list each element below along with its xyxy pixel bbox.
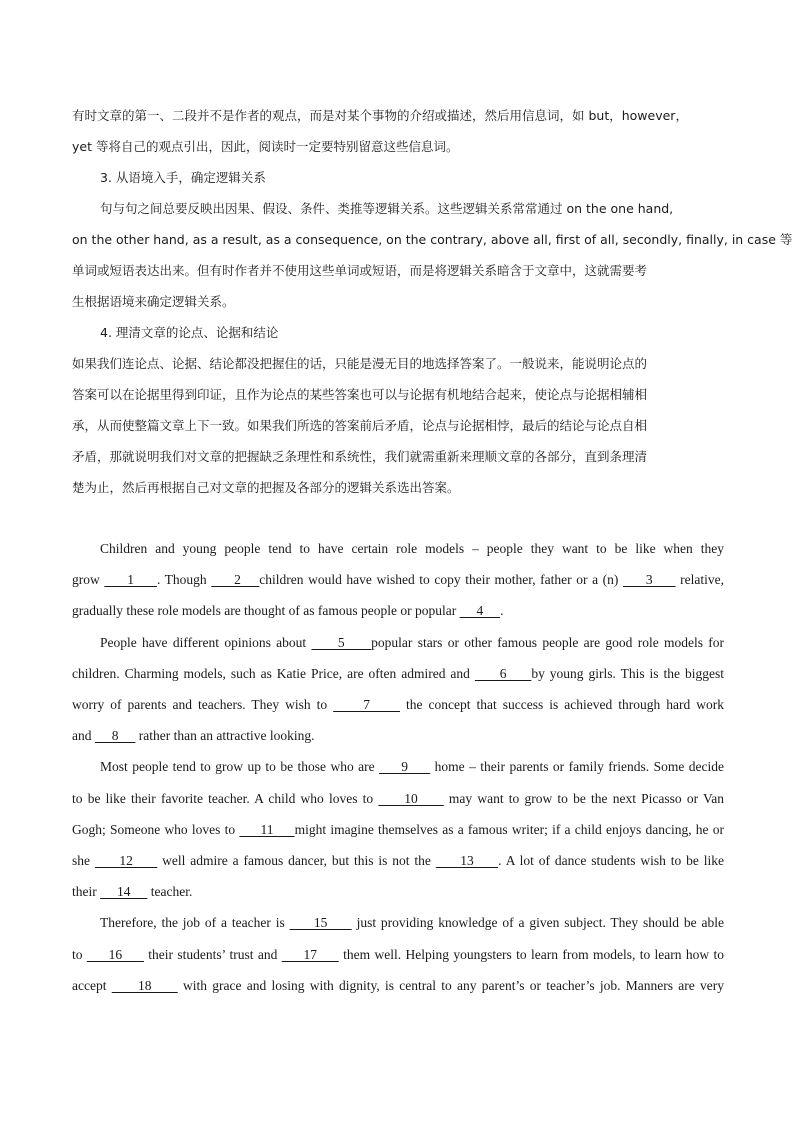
passage-p1-line-1	[72, 533, 724, 564]
blank-18: 18	[111, 977, 178, 993]
section-4-line-2: 答案可以在论据里得到印证，且作为论点的某些答案也可以与论据有机地结合起来，使论点与论据相辅相	[72, 387, 648, 402]
blank-15: 15	[289, 915, 352, 931]
passage-text: children would have wished to copy their mother, father or a (n)	[259, 572, 623, 588]
blank-8: 8	[94, 728, 136, 744]
blank-2: 2	[211, 572, 260, 588]
section-4-line-5: 楚为止，然后再根据自己对文章的把握及各部分的逻辑关系选出答案。	[72, 480, 460, 495]
passage-text: their	[72, 884, 101, 900]
passage-text: the concept that success is achieved through hard work	[400, 697, 724, 713]
document-page	[72, 100, 793, 1001]
passage-text: relative,	[675, 572, 725, 588]
blank-11: 11	[239, 821, 295, 837]
passage-text: she	[72, 853, 95, 869]
passage-text: . Though	[156, 572, 212, 588]
passage-text: just providing knowledge of a given subject. They should be able	[351, 915, 724, 931]
passage-text: . A lot of dance students wish to be like	[498, 853, 725, 869]
blank-17: 17	[281, 946, 339, 962]
section-3-heading: 3. 从语境入手，确定逻辑关系	[100, 170, 266, 185]
passage-text: .	[500, 603, 504, 619]
passage-text: Therefore, the job of a teacher is	[100, 915, 290, 931]
section-3-line-3: 单词或短语表达出来。但有时作者并不使用这些单词或短语，而是将逻辑关系暗含于文章中，这就需要考	[72, 263, 648, 278]
paragraph-gap	[72, 503, 724, 533]
passage-p1-line-2	[72, 564, 724, 595]
blank-3: 3	[622, 572, 676, 588]
passage-text: Children and young people tend to have certain role models – people they want to be like when they	[100, 541, 724, 556]
passage-p2-line-4	[72, 720, 724, 751]
passage-text: to be like their favorite teacher. A child who loves to	[72, 790, 379, 806]
passage-p2-line-1	[72, 627, 724, 658]
blank-6: 6	[474, 665, 532, 681]
passage-p3-line-5	[72, 876, 724, 907]
blank-12: 12	[94, 853, 158, 869]
passage-text: accept	[72, 977, 112, 993]
blank-4: 4	[459, 603, 501, 619]
passage-text: well admire a famous dancer, but this is not the	[157, 853, 436, 869]
passage-p4-line-2	[72, 939, 724, 970]
passage-text: with grace and losing with dignity, is central to any parent’s or teacher’s job. Manners are very	[177, 977, 725, 993]
passage-p3-line-2	[72, 783, 724, 814]
section-3-line-2: on the other hand, as a result, as a consequence, on the contrary, above all, first of all, secondly, finally, in case 等	[72, 232, 793, 247]
passage-p3-line-1	[72, 751, 724, 782]
section-4-heading: 4. 理清文章的论点、论据和结论	[100, 325, 279, 340]
passage-text: and	[72, 728, 95, 744]
section-4-line-3: 承，从而使整篇文章上下一致。如果我们所选的答案前后矛盾，论点与论据相悖，最后的结论与论点自相	[72, 418, 648, 433]
passage-text: them well. Helping youngsters to learn from models, to learn how to	[338, 946, 724, 962]
section-4-line-4: 矛盾，那就说明我们对文章的把握缺乏条理性和系统性，我们就需重新来理顺文章的各部分，直到条理清	[72, 449, 648, 464]
passage-text: children. Charming models, such as Katie Price, are often admired and	[72, 665, 475, 681]
section-4-line-1: 如果我们连论点、论据、结论都没把握住的话，只能是漫无目的地选择答案了。一般说来，能说明论点的	[72, 356, 648, 371]
passage-p2-line-3	[72, 689, 724, 720]
blank-5: 5	[311, 634, 372, 650]
passage-text: their students’ trust and	[143, 946, 282, 962]
blank-10: 10	[378, 790, 444, 806]
passage-text: People have different opinions about	[100, 634, 312, 650]
section-3-line-1: 句与句之间总要反映出因果、假设、条件、类推等逻辑关系。这些逻辑关系常常通过 on the one hand,	[100, 201, 674, 216]
passage-p3-line-4	[72, 845, 724, 876]
passage-p3-line-3	[72, 814, 724, 845]
passage-p4-line-1	[72, 907, 724, 938]
passage-p1-line-3	[72, 595, 724, 626]
passage-text: home – their parents or family friends. Some decide	[430, 759, 725, 775]
passage-p4-line-3	[72, 970, 724, 1001]
passage-text: might imagine themselves as a famous writer; if a child enjoys dancing, he or	[294, 821, 725, 837]
passage-text: to	[72, 946, 87, 962]
passage-text: rather than an attractive looking.	[135, 728, 315, 744]
passage-text: Gogh; Someone who loves to	[72, 821, 240, 837]
intro-line-2: yet 等将自己的观点引出，因此，阅读时一定要特别留意这些信息词。	[72, 139, 459, 154]
blank-16: 16	[86, 946, 144, 962]
blank-7: 7	[333, 697, 400, 713]
intro-line-1: 有时文章的第一、二段并不是作者的观点，而是对某个事物的介绍或描述，然后用信息词，如 but，however，	[72, 108, 688, 123]
passage-text: gradually these role models are thought of as famous people or popular	[72, 603, 460, 619]
passage-text: by young girls. This is the biggest	[531, 665, 724, 681]
passage-text: teacher.	[147, 884, 193, 900]
blank-1: 1	[104, 572, 157, 588]
blank-9: 9	[379, 759, 431, 775]
blank-13: 13	[435, 853, 499, 869]
passage-text: may want to grow to be the next Picasso or Van	[443, 790, 724, 806]
section-3-line-4: 生根据语境来确定逻辑关系。	[72, 294, 235, 309]
passage-p2-line-2	[72, 658, 724, 689]
passage-text: grow	[72, 572, 105, 588]
blank-14: 14	[100, 884, 148, 900]
passage-text: Most people tend to grow up to be those who are	[100, 759, 380, 775]
passage-text: worry of parents and teachers. They wish to	[72, 697, 334, 713]
passage-text: popular stars or other famous people are good role models for	[371, 634, 725, 650]
